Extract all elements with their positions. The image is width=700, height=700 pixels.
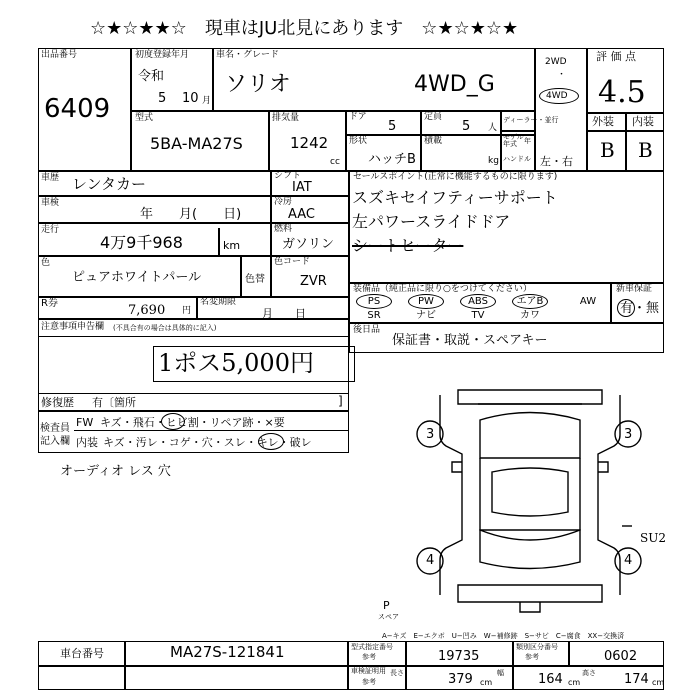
banner: ☆★☆★★☆ 現車はJU北見にあります ☆★☆★☆★ <box>90 18 519 39</box>
equipment-circle-1 <box>408 294 444 309</box>
length-unit: cm <box>480 678 493 687</box>
model-grade: 4WD_G <box>414 72 495 97</box>
notes-label: 注意事項申告欄 <box>41 322 105 332</box>
int-score: B <box>638 138 653 162</box>
mileage-label: 走行 <box>41 225 60 235</box>
score-value: 4.5 <box>598 75 646 110</box>
recycle-unit: 円 <box>182 306 192 316</box>
mileage-unit: km <box>223 239 241 252</box>
displacement-unit: cc <box>330 157 340 167</box>
wheel-mark-rear-left: 4 <box>426 553 435 568</box>
stone-chip-circle <box>161 413 185 430</box>
selling-point-2: 左パワースライドドア <box>352 212 511 231</box>
capacity-value: 5 <box>462 119 471 134</box>
shape-value: ハッチB <box>368 152 416 167</box>
scuff-circle <box>258 433 284 450</box>
equipment-circle-0 <box>356 294 392 309</box>
model-designation-label: 型式指定番号 <box>351 643 393 651</box>
color-label: 色 <box>41 258 51 268</box>
equipment-circle-2 <box>460 294 496 309</box>
model-designation-ref: 参考 <box>362 653 376 661</box>
repair-label: 修復歴 <box>41 396 74 409</box>
aftermarket-value: 保証書・取説・スペアキー <box>392 333 548 348</box>
drive-4wd: 4WD <box>546 91 568 101</box>
load-label: 積載 <box>424 136 443 146</box>
chassis-value: MA27S-121841 <box>170 643 285 661</box>
model-year-unit: 年 <box>524 137 531 145</box>
name-change-value: 月 日 <box>262 307 306 320</box>
ext-label: 外装 <box>592 115 614 128</box>
spare-label: スペア <box>378 613 399 621</box>
equipment-label: 装備品（純正品に限り○をつけてください） <box>353 284 532 294</box>
height-value: 174 <box>624 672 649 687</box>
color-code-value: ZVR <box>300 274 327 289</box>
inspector-label-1: 検査員 <box>40 423 70 434</box>
diagram-side-note: SU2 <box>640 531 666 545</box>
category-number-label: 類別区分番号 <box>516 643 558 651</box>
equipment-code-0: PS <box>367 296 381 307</box>
shift-label: シフト <box>274 171 302 181</box>
type-label: 型式 <box>135 113 154 123</box>
reg-month: 10 <box>182 91 199 106</box>
inspector-label-2: 記入欄 <box>40 436 70 447</box>
fw-label: FW <box>76 416 94 429</box>
fuel-value: ガソリン <box>282 237 335 252</box>
handle-label: ハンドル <box>503 155 531 163</box>
inspection-label: 車検 <box>41 198 60 208</box>
damage-legend: A−キズ E−エクボ U−凹み W−補修跡 S−サビ C−腐食 XX−交換済 <box>382 632 625 640</box>
shift-value: IAT <box>292 180 312 195</box>
history-value: レンタカー <box>72 175 147 193</box>
category-number-value: 0602 <box>604 649 638 664</box>
category-number-ref: 参考 <box>525 653 539 661</box>
selling-points-label: セールスポイント(正常に機能するものに限ります) <box>353 172 558 182</box>
equipment-circle-3 <box>512 294 548 309</box>
type-value: 5BA-MA27S <box>150 134 243 153</box>
repair-value: 有〔箇所 <box>92 396 136 409</box>
doors-value: 5 <box>388 119 397 134</box>
equipment-code-1: PW <box>418 296 434 307</box>
equipment-name-1: ナビ <box>416 310 436 321</box>
warranty-value: 有・無 <box>620 301 660 316</box>
wheel-mark-rear-right: 4 <box>624 553 633 568</box>
handle-value: 左・右 <box>540 155 573 168</box>
drive-2wd: 2WD <box>545 57 567 67</box>
width-value: 164 <box>538 672 563 687</box>
color-value: ピュアホワイトパール <box>72 270 202 285</box>
dealer-label: ディーラー・並行 <box>503 116 559 124</box>
equipment-name-3: カワ <box>520 310 540 321</box>
capacity-label: 定員 <box>424 112 443 122</box>
model-name: ソリオ <box>225 72 291 97</box>
inspection-value: 年 月( 日) <box>140 207 242 222</box>
mileage-value: 4万9千968 <box>100 233 183 252</box>
height-label: 高さ <box>582 669 596 677</box>
fuel-label: 燃料 <box>274 224 293 234</box>
length-value: 379 <box>448 672 473 687</box>
aircon-value: AAC <box>288 207 315 222</box>
interior-items: キズ・汚レ・コゲ・穴・スレ・キレ・破レ <box>103 436 312 449</box>
model-label: 車名・グレード <box>216 50 280 60</box>
handwritten-audio-note: オーディオ レス 穴 <box>60 464 171 479</box>
spare-p: P <box>383 599 390 612</box>
color-code-label: 色コード <box>274 257 311 267</box>
recycle-label: R券 <box>41 298 58 309</box>
car-damage-diagram <box>400 380 660 630</box>
lot-label: 出品番号 <box>41 50 78 60</box>
doors-label: ドア <box>349 112 367 122</box>
equipment-code-4: AW <box>579 296 597 307</box>
dimensions-ref: 参考 <box>362 678 376 686</box>
score-label: 評 価 点 <box>596 50 636 63</box>
aftermarket-label: 後日品 <box>353 325 381 335</box>
load-unit: kg <box>488 156 499 166</box>
equipment-code-2: ABS <box>468 296 488 307</box>
notes-sublabel: (不具合有の場合は具体的に記入) <box>113 324 217 332</box>
era: 令和 <box>138 69 165 84</box>
chassis-label: 車台番号 <box>60 647 104 660</box>
name-change-label: 名変期限 <box>200 297 237 307</box>
width-label: 幅 <box>497 669 504 677</box>
selling-point-3: シートヒーター <box>352 236 464 255</box>
reg-year: 5 <box>158 91 167 106</box>
model-designation-value: 19735 <box>438 649 480 664</box>
capacity-unit: 人 <box>488 123 498 133</box>
handwritten-note-price: 1ポス5,000円 <box>158 349 314 377</box>
length-label: 長さ <box>390 669 404 677</box>
warranty-circle <box>617 299 635 317</box>
color-change-label: 色替 <box>245 274 265 285</box>
equipment-name-0: SR <box>367 310 381 321</box>
wheel-mark-front-left: 3 <box>426 427 435 442</box>
warranty-label: 新車保証 <box>616 284 653 294</box>
aircon-label: 冷房 <box>274 197 293 207</box>
interior-label: 内装 <box>76 436 98 449</box>
notes-underline <box>38 336 349 337</box>
equipment-code-3: エアB <box>516 296 544 307</box>
dimensions-label: 車検証明用 <box>351 667 386 675</box>
int-label: 内装 <box>632 115 654 128</box>
reg-month-unit: 月 <box>202 96 212 106</box>
model-year-label: モデル 年式 <box>503 133 524 148</box>
displacement-value: 1242 <box>290 134 329 152</box>
shape-label: 形状 <box>349 136 368 146</box>
selling-point-1: スズキセイフティーサポート <box>352 188 558 207</box>
wheel-mark-front-right: 3 <box>624 427 633 442</box>
displacement-label: 排気量 <box>272 113 300 123</box>
fw-items: キズ・飛石・ヒビ割・リペア跡・×要 <box>100 416 285 429</box>
lot-number: 6409 <box>44 94 111 124</box>
recycle-value: 7,690 <box>128 303 166 318</box>
width-unit: cm <box>568 678 581 687</box>
first-reg-label: 初度登録年月 <box>135 50 190 60</box>
equipment-name-2: TV <box>471 310 485 321</box>
history-label: 車歴 <box>41 173 60 183</box>
height-unit: cm <box>652 678 665 687</box>
ext-score: B <box>600 138 615 162</box>
